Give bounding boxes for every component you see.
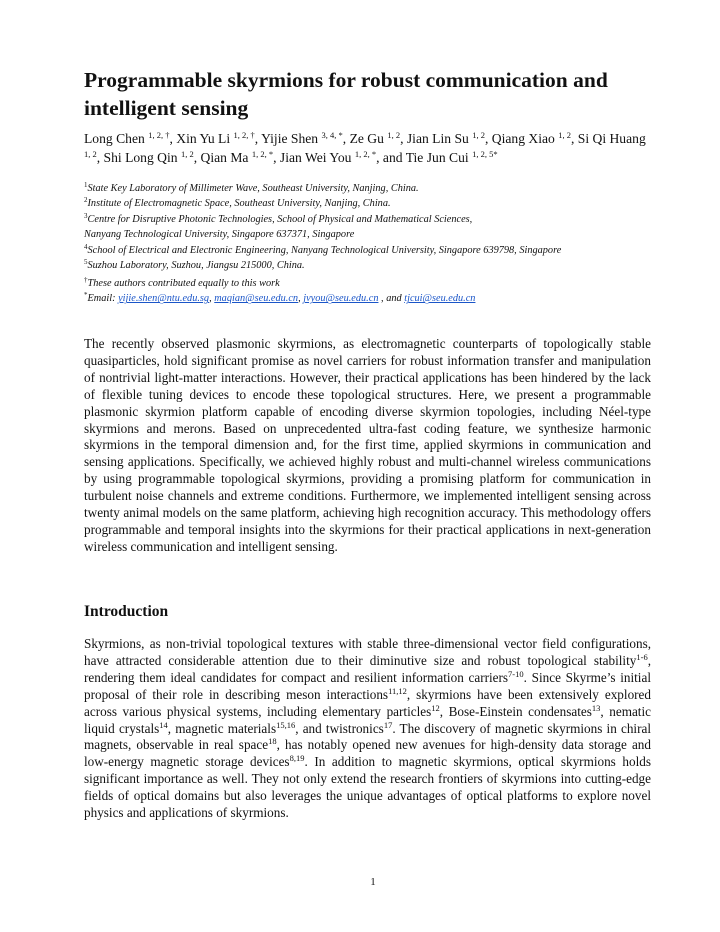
citation-superscript: 17: [383, 719, 393, 730]
email-link[interactable]: yijie.shen@ntu.edu.sg: [118, 293, 210, 305]
author-notes: [84, 276, 654, 307]
equal-contribution-note: [84, 276, 654, 291]
author-affiliation-marker: 1, 2, 5*: [472, 149, 498, 159]
email-note: [84, 291, 654, 306]
author-affiliation-marker: 1, 2: [387, 130, 401, 140]
affiliation-text: Suzhou Laboratory, Suzhou, Jiangsu 215000, China.: [87, 260, 305, 272]
dagger-symbol: †: [84, 276, 88, 284]
affiliation-text: Nanyang Technological University, Singapore 637371, Singapore: [84, 229, 355, 241]
affiliation-line: [84, 258, 654, 273]
author-affiliation-marker: 1, 2, *: [251, 149, 274, 159]
author-name: Xin Yu Li: [176, 131, 231, 146]
affiliation-line: [84, 243, 654, 258]
citation-superscript: 14: [159, 719, 168, 730]
paper-title: Programmable skyrmions for robust communication and intelligent sensing: [84, 68, 608, 120]
author-name: Qian Ma: [200, 150, 249, 165]
affiliation-number: 2: [84, 196, 88, 205]
citation-superscript: 15,16: [276, 719, 296, 730]
affiliation-text: Centre for Disruptive Photonic Technologies, School of Physical and Mathematical Sciences,: [87, 213, 473, 225]
affiliation-line: [84, 227, 654, 242]
citation-superscript: 7-10: [508, 668, 524, 679]
asterisk-symbol: *: [84, 291, 88, 300]
author-affiliation-marker: 1, 2, †: [233, 130, 255, 140]
citation-superscript: 12: [431, 702, 440, 713]
section-heading-introduction: Introduction: [84, 603, 169, 620]
citation-superscript: 1-6: [636, 651, 648, 662]
page-number: 1: [370, 876, 376, 888]
citation-superscript: 8,19: [289, 753, 305, 764]
author-affiliation-marker: 1, 2: [472, 130, 485, 140]
author-name: Tie Jun Cui: [405, 150, 469, 165]
author-name: Qiang Xiao: [491, 131, 555, 146]
email-links: yijie.shen@ntu.edu.sg, maqian@seu.edu.cn, jvyou@seu.edu.cn , and tjcui@seu.edu.cn: [118, 293, 476, 305]
author-name: Long Chen: [84, 131, 145, 146]
affiliation-text: School of Electrical and Electronic Engineering, Nanyang Technological University, Singapore 639798, Singapore: [87, 244, 562, 256]
equal-contribution-text: These authors contributed equally to this work: [87, 278, 280, 289]
author-name: Ze Gu: [349, 131, 384, 146]
author-name: Yijie Shen: [261, 131, 319, 146]
email-link[interactable]: tjcui@seu.edu.cn: [404, 293, 476, 305]
email-link[interactable]: maqian@seu.edu.cn: [214, 293, 299, 305]
affiliation-line: [84, 181, 654, 196]
citation-superscript: 13: [591, 702, 601, 713]
affiliations: [84, 181, 654, 273]
affiliation-number: 4: [84, 242, 88, 251]
author-name: Jian Lin Su: [406, 131, 469, 146]
author-affiliation-marker: 1, 2: [558, 130, 571, 140]
author-name: Shi Long Qin: [103, 150, 178, 165]
author-affiliation-marker: 1, 2: [180, 149, 194, 159]
affiliation-text: Institute of Electromagnetic Space, Southeast University, Nanjing, China.: [87, 198, 391, 210]
citation-superscript: 18: [268, 736, 277, 747]
affiliation-number: 1: [84, 181, 88, 189]
introduction-paragraph: Skyrmions, as non-trivial topological textures with stable three-dimensional vector field configurations, have attracted considerable attention due to their diminutive size and robust topological stability$^{1-6}$, rendering them ideal candidates for compact and resilient information carriers$^{7-10}$. Since Skyrme’s initial proposal of their role in describing meson interactions$^{11,12}$, skyrmions have been extensively explored across various physical systems, including elementary particles$^{12}$, Bose-Einstein condensates$^{13}$, nematic liquid crystals$^{14}$, magnetic materials$^{15,16}$, and twistronics$^{17}$. The discovery of magnetic skyrmions in chiral magnets, observable in real space$^{18}$, has notably opened new avenues for high-density data storage and low-energy magnetic storage devices$^{8,19}$. In addition to magnetic skyrmions, optical skyrmions holds significant importance as well. They not only extend the research frontiers of skyrmions into cutting-edge fields of optical domains but also leverages the unique advantages of optical platforms to explore novel physics and applications of skyrmions.: [84, 636, 651, 821]
email-label: Email:: [87, 293, 119, 305]
author-affiliation-marker: 1, 2: [84, 149, 97, 159]
email-link[interactable]: jvyou@seu.edu.cn: [303, 293, 379, 305]
affiliation-number: 3: [84, 211, 88, 220]
author-name: Jian Wei You: [279, 150, 352, 165]
affiliation-line: [84, 212, 654, 227]
author-affiliation-marker: 1, 2, *: [354, 149, 377, 159]
citation-superscript: 11,12: [388, 685, 407, 696]
author-name: Si Qi Huang: [577, 131, 646, 146]
abstract-paragraph: The recently observed plasmonic skyrmions, as electromagnetic counterparts of topologically stable quasiparticles, hold significant promise as novel carriers for robust information transfer and manipulation of nontrivial light-matter interactions. However, their practical applications has been hindered by the lack of flexible tuning devices to encode these topological structures. Here, we present a programmable plasmonic skyrmion platform capable of encoding diverse skyrmion topologies, including Néel-type skyrmions and merons. Based on unprecedented ultra-fast coding feature, we synthesize harmonic skyrmions in the temporal dimension and, for the first time, applied skyrmions in communication and sensing applications. Specifically, we achieved highly robust and multi-channel wireless communications by using programmable topological skyrmions, providing a promising platform for communication in turbulent noise channels and extreme conditions. Furthermore, we implemented intelligent sensing across twenty animal models on the same platform, achieving high recognition accuracy. This methodology offers programmable and temporal insights into the skyrmions for their practical applications in next-generation wireless communication and intelligent sensing.: [84, 336, 651, 554]
author-affiliation-marker: 3, 4, *: [321, 130, 343, 140]
affiliation-number: 5: [84, 258, 88, 267]
affiliation-line: [84, 196, 654, 211]
author-affiliation-marker: 1, 2, †: [148, 130, 170, 140]
affiliation-text: State Key Laboratory of Millimeter Wave, Southeast University, Nanjing, China.: [87, 183, 419, 194]
author-list: Long Chen $^{1, 2, \dagger}$, Xin Yu Li $^{1, 2, \dagger}$, Yijie Shen $^{3, 4, *}$, Ze Gu $^{1, 2}$, Jian Lin Su $^{1, 2}$, Qiang Xiao $^{1, 2}$, Si Qi Huang $^{1, 2}$, Shi Long Qin $^{1, 2}$, Qian Ma $^{1, 2, *}$, Jian Wei You $^{1, 2, *}$, and Tie Jun Cui $^{1, 2, 5*}$: [84, 130, 646, 165]
